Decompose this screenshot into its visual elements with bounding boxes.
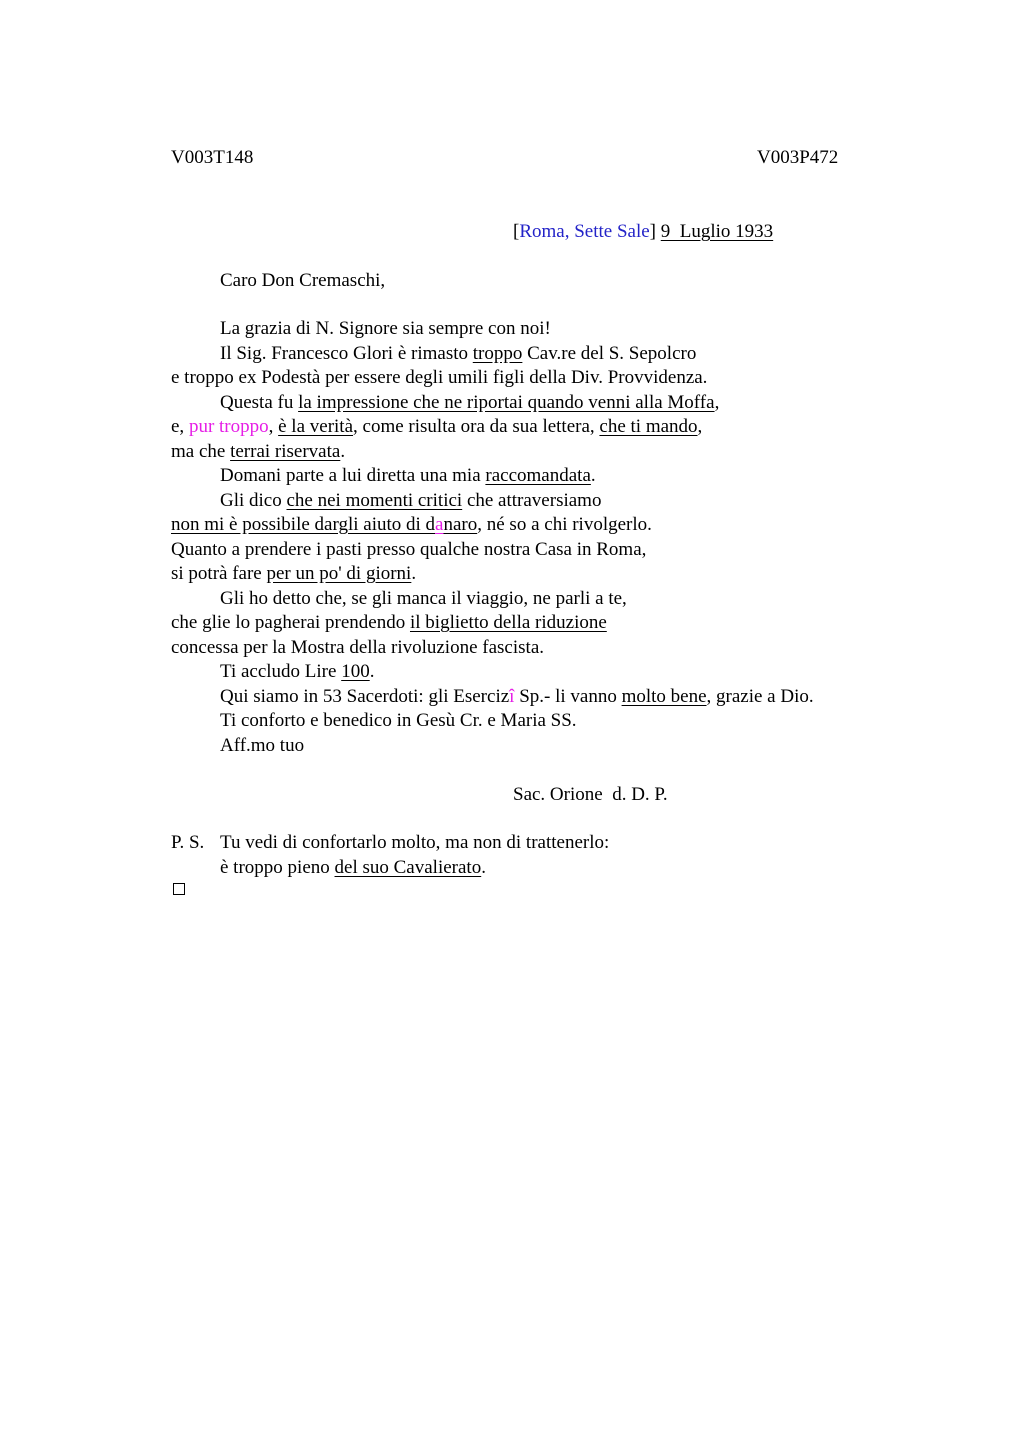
text-run: ma che (171, 441, 231, 462)
letter-line (171, 611, 607, 635)
letter-line: Aff.mo tuo (220, 735, 305, 756)
text-run: . (590, 465, 596, 486)
letter-line (220, 342, 696, 366)
text-run: . (481, 857, 486, 878)
text-run: Cav.re del S. Sepolcro (522, 343, 697, 364)
letter-line (220, 464, 596, 488)
letter-line: Ti conforto e benedico in Gesù Cr. e Maria SS. (220, 710, 577, 731)
letter-line: concessa per la Mostra della rivoluzione fascista. (171, 637, 544, 658)
dateline (513, 220, 773, 244)
underlined-text: 100 (341, 661, 370, 682)
underlined-text: è la verità (278, 416, 354, 437)
letter-line (171, 415, 702, 439)
underlined-text: per un po' di giorni (266, 563, 412, 584)
underlined-text: che nei momenti critici (286, 490, 463, 511)
text-run: , (697, 416, 703, 437)
salutation: Caro Don Cremaschi, (220, 270, 386, 291)
text-run: . (411, 563, 417, 584)
text-run: Gli dico (220, 490, 287, 511)
letter-line: e troppo ex Podestà per essere degli umili figli della Div. Provvidenza. (171, 367, 708, 388)
text-run: che glie lo pagherai prendendo (171, 612, 410, 633)
text-run: è troppo pieno (220, 857, 335, 878)
text-run: e, (171, 416, 189, 437)
text-run: Qui siamo in 53 Sacerdoti: gli Esercizî (220, 686, 515, 707)
variant-text: î (509, 686, 515, 707)
document-code-right: V003P472 (757, 147, 839, 168)
underlined-text: il biglietto della riduzione (409, 612, 607, 633)
postscript-line: Tu vedi di confortarlo molto, ma non di trattenerlo: (220, 832, 610, 853)
text-run: Domani parte a lui diretta una mia (220, 465, 486, 486)
letter-line: La grazia di N. Signore sia sempre con noi! (220, 318, 551, 339)
text-run: . (340, 441, 346, 462)
text-run: Questa fu (220, 392, 299, 413)
dateline-place: Roma, Sette Sale (519, 221, 650, 242)
letter-line (171, 562, 416, 586)
letter-line (171, 513, 652, 537)
text-run: , grazie a Dio. (706, 686, 814, 707)
letter-line (171, 440, 345, 464)
underlined-text: che ti mando (599, 416, 698, 437)
text-run: , come risulta ora da sua lettera, (353, 416, 600, 437)
underlined-text: molto bene (621, 686, 707, 707)
dateline-open-bracket: [ (513, 221, 520, 242)
letter-line (220, 660, 374, 684)
text-run: , (714, 392, 720, 413)
document-code-left: V003T148 (171, 147, 254, 168)
underlined-text: terrai riservata (230, 441, 341, 462)
dateline-close-bracket: ] (649, 221, 656, 242)
postscript-line (220, 856, 486, 880)
underlined-text: raccomandata (485, 465, 591, 486)
variant-text: a (435, 514, 444, 535)
end-marker-box (173, 883, 185, 895)
underlined-text: del suo Cavalierato (334, 857, 482, 878)
dateline-date: 9 Luglio 1933 (660, 221, 774, 242)
text-run: . (369, 661, 375, 682)
letter-line (220, 685, 814, 709)
variant-text: pur troppo (188, 416, 269, 437)
letter-line (220, 391, 719, 415)
text-run: che attraversiamo (462, 490, 602, 511)
underlined-text: la impressione che ne riportai quando venni alla Moffa (298, 392, 715, 413)
underlined-text: non mi è possibile dargli aiuto di d (171, 514, 436, 535)
text-run: , (268, 416, 279, 437)
letter-line: Gli ho detto che, se gli manca il viaggio, ne parli a te, (220, 588, 627, 609)
postscript-label: P. S. (171, 832, 205, 853)
text-run: Il Sig. Francesco Glori è rimasto (220, 343, 473, 364)
underlined-text: troppo (472, 343, 523, 364)
text-run: si potrà fare (171, 563, 267, 584)
text-run: Ti accludo Lire (220, 661, 342, 682)
text-run: , né so a chi rivolgerlo. (477, 514, 652, 535)
signature: Sac. Orione d. D. P. (513, 784, 668, 805)
letter-line: Quanto a prendere i pasti presso qualche nostra Casa in Roma, (171, 539, 647, 560)
underlined-text: naro (443, 514, 478, 535)
text-run: Sp.- li vanno (514, 686, 622, 707)
letter-line (220, 489, 601, 513)
